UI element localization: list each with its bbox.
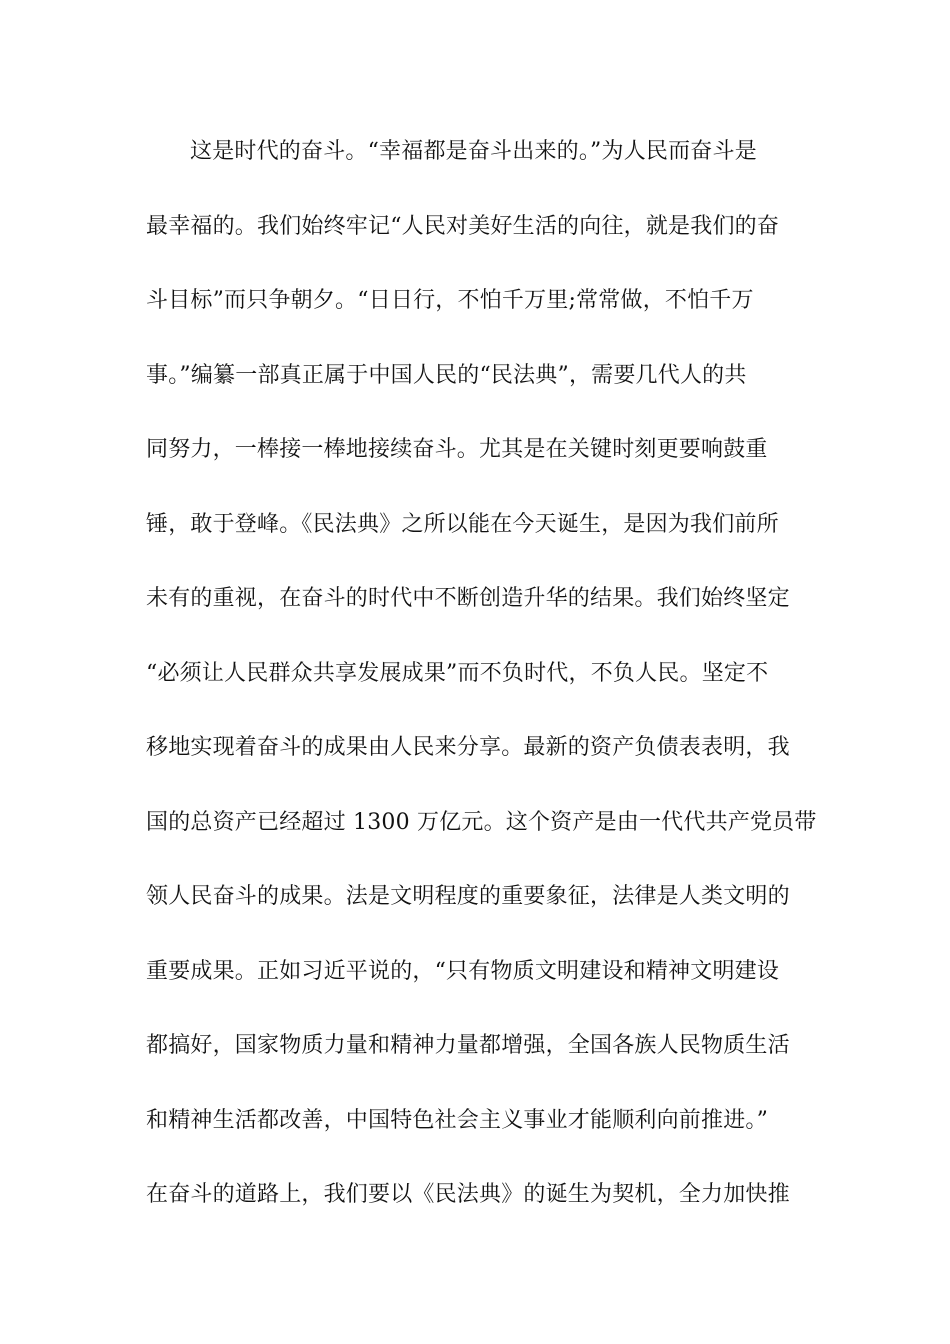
text-line: 重要成果。正如习近平说的，“只有物质文明建设和精神文明建设	[146, 958, 780, 984]
text-line: 锤，敢于登峰。《民法典》之所以能在今天诞生，是因为我们前所	[146, 511, 779, 537]
text-line: 最幸福的。我们始终牢记“人民对美好生活的向往，就是我们的奋	[146, 213, 780, 239]
text-line: “必须让人民群众共享发展成果”而不负时代，不负人民。坚定不	[146, 660, 769, 686]
body-text	[146, 130, 817, 1248]
text-line: 同努力，一棒接一棒地接续奋斗。尤其是在关键时刻更要响鼓重	[146, 437, 768, 462]
text-line: 领人民奋斗的成果。法是文明程度的重要象征，法律是人类文明的	[146, 884, 790, 909]
text-line: 斗目标”而只争朝夕。“日日行，不怕千万里;常常做，不怕千万	[146, 288, 754, 313]
text-line: 和精神生活都改善，中国特色社会主义事业才能顺利向前推进。”	[146, 1107, 769, 1133]
text-line: 移地实现着奋斗的成果由人民来分享。最新的资产负债表表明，我	[146, 735, 790, 760]
text-line: 都搞好，国家物质力量和精神力量都增强，全国各族人民物质生活	[146, 1033, 790, 1058]
text-line: 国的总资产已经超过 1300 万亿元。这个资产是由一代代共产党员带	[146, 809, 817, 835]
text-line: 未有的重视，在奋斗的时代中不断创造升华的结果。我们始终坚定	[146, 586, 790, 611]
text-line: 事。”编纂一部真正属于中国人民的“民法典”，需要几代人的共	[146, 362, 747, 388]
text-line: 在奋斗的道路上，我们要以《民法典》的诞生为契机，全力加快推	[146, 1182, 790, 1207]
text-line: 这是时代的奋斗。“幸福都是奋斗出来的。”为人民而奋斗是	[190, 139, 757, 164]
